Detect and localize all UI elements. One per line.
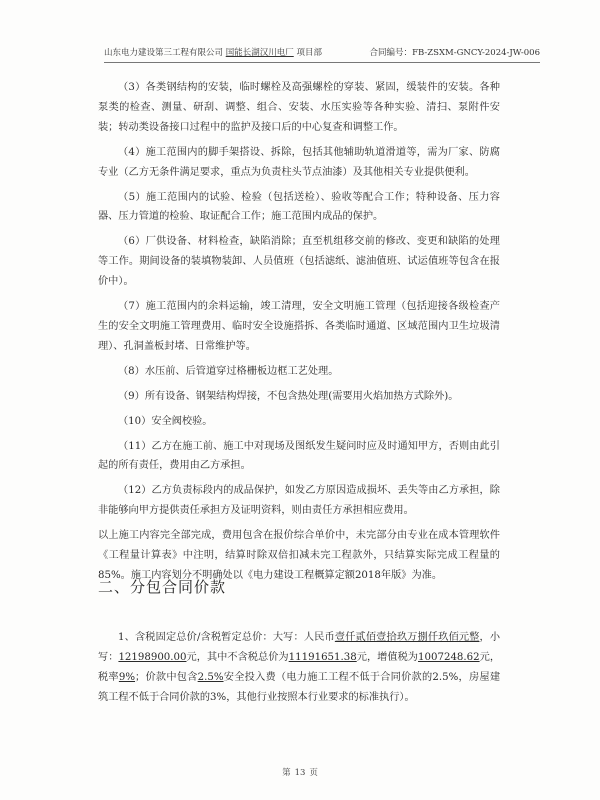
header-contract-no: FB-ZSXM-GNCY-2024-JW-006 xyxy=(412,48,540,58)
scope-item-11: （11）乙方在施工前、施工中对现场及图纸发生疑问时应及时通知甲方，否则由此引起的所有责任，费用由乙方承担。 xyxy=(98,440,500,472)
price-text-5: 元，税率 xyxy=(98,652,501,683)
header-left xyxy=(104,46,322,58)
price-text-1: 1、含税固定总价/含税暂定总价：大写：人民币 xyxy=(118,632,335,644)
price-paragraph xyxy=(98,628,500,708)
scope-item-7: （7）施工范围内的余料运输，竣工清理，安全文明施工管理（包括迎接各级检查产生的安全文明施工管理费用、临时安全设施搭拆、各类临时通道、区域范围内卫生垃圾清理）、孔洞盖板封堵、日常维护等。 xyxy=(98,301,500,352)
price-amount-num: 12198900.00 xyxy=(118,652,187,664)
price-vat: 1007248.62 xyxy=(418,652,480,664)
footer-suffix: 页 xyxy=(309,768,318,778)
scope-item-10: （10）安全阀校验。 xyxy=(118,415,213,427)
scope-item-8: （8）水压前、后管道穿过格栅板边框工艺处理。 xyxy=(118,365,339,377)
scope-item-12: （12）乙方负责标段内的成品保护，如发乙方原因造成损坏、丢失等由乙方承担，除非能够向甲方提供责任承担方及证明资料，则由责任方承担相应费用。 xyxy=(98,485,500,517)
page-header xyxy=(104,46,540,63)
header-right xyxy=(370,46,540,58)
header-dept: 项目部 xyxy=(296,48,322,58)
price-net-total: 11191651.38 xyxy=(288,652,357,664)
scope-item-6: （6）厂供设备、材料检查，缺陷消除；直至机组移交前的修改、变更和缺陷的处理等工作。期间设备的装填物装卸、人员值班（包括滤纸、滤油值班、试运值班等包含在报价中）。 xyxy=(98,236,500,288)
scope-list xyxy=(98,78,500,591)
header-contract-label: 合同编号： xyxy=(369,48,413,58)
page-number: 13 xyxy=(294,768,306,778)
header-project: 国能长湖汉川电厂 xyxy=(225,48,294,58)
price-text-4: 元，增值税为 xyxy=(356,652,419,664)
scope-item-9: （9）所有设备、钢架结构焊接，不包含热处理(需要用火焰加热方式除外)。 xyxy=(118,390,459,402)
scope-item-5: （5）施工范围内的试验、检验（包括送检）、验收等配合工作；特种设备、压力容器、压力管道的检验、取证配合工作；施工范围内成品的保护。 xyxy=(98,191,500,223)
footer-prefix: 第 xyxy=(282,768,291,778)
page-footer xyxy=(0,766,600,778)
scope-item-3: （3）各类钢结构的安装，临时螺栓及高强螺栓的穿装、紧固，缓装件的安装。各种泵类的检查、测量、研刮、调整、组合、安装、水压实验等各种实验、清扫、泵附件安装；转动类设备接口过程中的监护及接口后的中心复查和调整工作。 xyxy=(98,82,500,133)
header-company: 山东电力建设第三工程有限公司 xyxy=(104,48,224,58)
price-text-2: ，小写： xyxy=(98,632,501,664)
price-safety-rate: 2.5% xyxy=(197,672,224,683)
scope-summary: 以上施工内容完全部完成，费用包含在报价综合单价中，未完部分由专业在成本管理软件《工程量计算表》中注明，结算时除双倍扣减未完工程款外，只结算实际完成工程量的85%。施工内容划分不明确处以《电力建设工程概算定额2018年版》为准。 xyxy=(98,530,500,581)
price-text-6: ；价款中包含 xyxy=(135,672,198,683)
price-amount-words: 壹仟贰佰壹拾玖万捌仟玖佰元整 xyxy=(334,632,480,644)
scope-item-4: （4）施工范围内的脚手架搭设、拆除，包括其他辅助轨道滑道等，需为厂家、防腐专业（乙方无条件满足要求，重点为负责柱头节点油漆）及其他相关专业提供便利。 xyxy=(98,146,500,178)
price-text-3: 元，其中不含税总价为 xyxy=(186,652,289,664)
section-title: 二、分包合同价款 xyxy=(98,578,227,596)
price-tax-rate: 9% xyxy=(118,672,136,683)
price-text-7: 安全投入费（电力施工工程不低于合同价款的2.5%，房屋建筑工程不低于合同价款的3%，其他行业按照本行业要求的标准执行）。 xyxy=(98,672,501,703)
